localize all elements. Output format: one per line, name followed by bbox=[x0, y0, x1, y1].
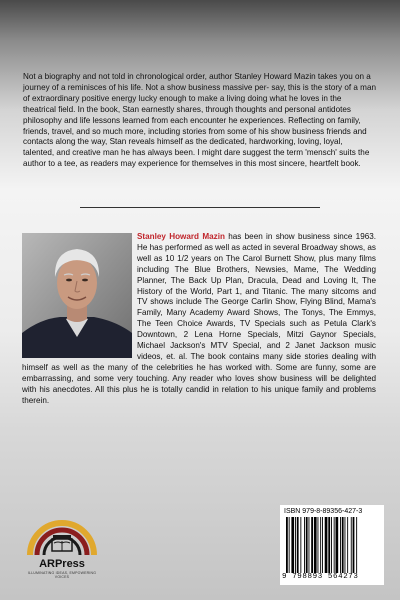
barcode-bar bbox=[353, 517, 355, 573]
barcode-bar bbox=[328, 517, 330, 573]
barcode-bar bbox=[351, 517, 352, 573]
barcode-bar bbox=[291, 517, 294, 573]
barcode-bar bbox=[322, 517, 323, 573]
publisher-tagline: ILLUMINATING IDEAS, EMPOWERING VOICES bbox=[27, 571, 97, 579]
barcode-bar bbox=[325, 517, 328, 573]
barcode-bar bbox=[309, 517, 310, 573]
isbn-digits: 9 798893 564273 bbox=[282, 573, 359, 581]
barcode-bar bbox=[340, 517, 341, 573]
author-name: Stanley Howard Mazin bbox=[137, 232, 225, 241]
barcode-bar bbox=[300, 517, 301, 573]
barcode-block bbox=[280, 505, 384, 585]
publisher-name: ARPress bbox=[39, 558, 85, 570]
barcode-bar bbox=[304, 517, 305, 573]
section-divider bbox=[80, 207, 320, 208]
publisher-logo bbox=[22, 505, 102, 583]
barcode-bar bbox=[320, 517, 321, 573]
isbn-label: ISBN 979-8-89356-427-3 bbox=[284, 508, 363, 515]
author-bio bbox=[22, 232, 376, 407]
barcode-bar bbox=[356, 517, 357, 573]
synopsis-paragraph: Not a biography and not told in chronological order, author Stanley Howard Mazin takes you on a journey of a reminisces of his life. Not a show business massive per- say, this is the story of a man of extraordinary positive energy lucky enough to make a living doing what he loves in the theatrical field. In the book, Stan earnestly shares, through thoughts and personal antidotes philosophy and life lessons learned from each encounter he experiences. Reflecting on family, friends, travel, and so much more, including stories from some of his show business friends and contacts along the way, Stan reveals himself as the dedicated, hardworking, loving, loyal, talented, and creative man he has always been. I might dare suggest the term 'mensch' suits the author to a tee, as readers may experience for themselves in this most sincere, heartfelt book. bbox=[23, 72, 376, 169]
author-bio-text: has been in show business since 1963. He has performed as well as acted in several Broadway shows, as well as 10 1/2 years on The Carol Burnett Show, plus many films including The Blue Brothers, Newsies, Mame, The Wedding Planner, The Back Up Plan, Dracula, Dead and Loving It, The History of the World, Part 1, and Titanic. The many sitcoms and TV shows include The George Carlin Show, Flying Blind, Mama's Family, Many Academy Award Shows, The Tonys, The Emmys, The Teen Choice Awards, TV Specials such as Petula Clark's Downtown, 2 Lena Horne Specials, Mitzi Gaynor Specials, Michael Jackson's MTV Special, and 2 Janet Jackson music videos, et. al. The book contains many side stories dealing with himself as well as the many of the celebrities he has worked with. Some are funny, some are embarrassing, and some very touching. Any reader who loves show business will be delighted with his anecdotes. All this plus he is totally candid in relation to his unique family and problems therein. bbox=[22, 232, 377, 405]
publisher-emblem-icon bbox=[22, 505, 102, 561]
barcode-bar bbox=[347, 517, 348, 573]
barcode-bar bbox=[345, 517, 346, 573]
barcode-bar bbox=[331, 517, 332, 573]
barcode-bar bbox=[336, 517, 339, 573]
photo-spacer bbox=[22, 232, 137, 360]
barcode-bar bbox=[314, 517, 317, 573]
barcode-bar bbox=[297, 517, 299, 573]
barcode-bar bbox=[286, 517, 288, 573]
barcode-bar bbox=[342, 517, 344, 573]
barcode-icon bbox=[284, 517, 380, 573]
barcode-bar bbox=[318, 517, 319, 573]
barcode-bar bbox=[311, 517, 313, 573]
barcode-bar bbox=[295, 517, 296, 573]
barcode-bar bbox=[289, 517, 290, 573]
barcode-bar bbox=[334, 517, 335, 573]
barcode-bar bbox=[306, 517, 308, 573]
